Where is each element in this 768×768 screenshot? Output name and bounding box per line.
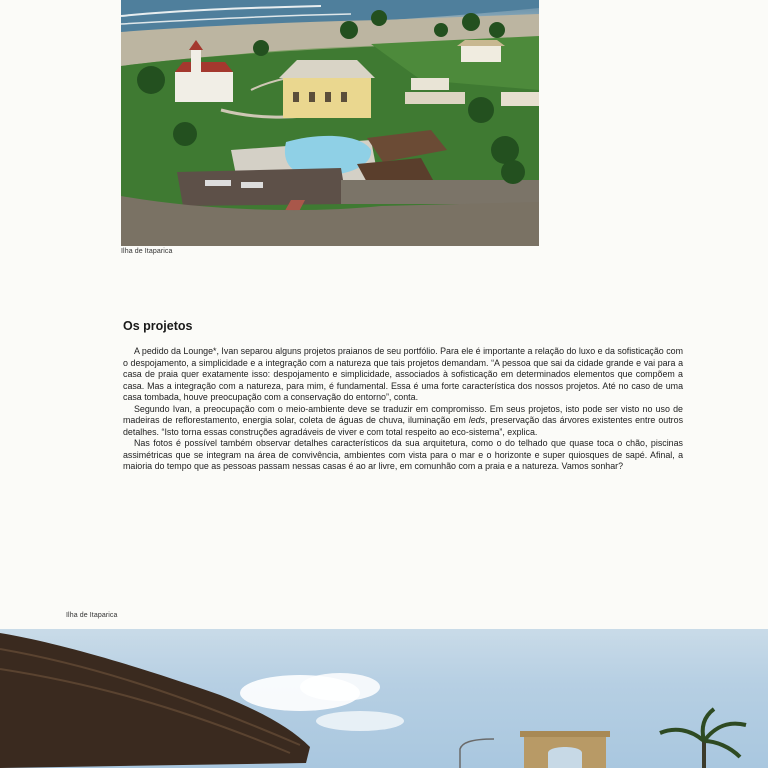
article-paragraph-1: A pedido da Lounge*, Ivan separou alguns projetos praianos de seu portfólio. Para ele é importante a relação do luxo e da sofisticação com o despojamento, a simplicidade e a integração com a natureza que tais projetos demandam. “A pessoa que sai da cidade grande e vai para a casa de praia quer exatamente isso: despojamento e simplicidade, associados à sofisticação em determinados elementos que compõem a casa. Mas a integração com a natureza, para mim, é fundamental. Essa é uma forte característica dos nossos projetos. Até no caso de uma casa tombada, houve preocupação com a conservação do entorno”, conta.: [123, 346, 683, 402]
article-body: [123, 346, 683, 473]
beach-photo-itaparica: [0, 629, 768, 768]
beach-photo-illustration: [0, 629, 768, 768]
emphasized-term: leds: [468, 415, 485, 425]
section-heading: Os projetos: [123, 319, 193, 333]
photo-caption-bottom: Ilha de Itaparica: [66, 612, 118, 619]
article-paragraph-2: Segundo Ivan, a preocupação com o meio-ambiente deve se traduzir em compromisso. Em seus projetos, isto pode ser visto no uso de madeiras de reflorestamento, energia solar, coleta de águas de chuva, iluminação em leds, preservação das árvores existentes entre outros detalhes. “Isto torna essas construções agradáveis de viver e com total respeito ao eco-sistema”, explica.: [123, 403, 684, 437]
photo-caption-top: Ilha de Itaparica: [121, 248, 173, 255]
aerial-photo-itaparica: [121, 0, 539, 246]
article-paragraph-3: Nas fotos é possível também observar detalhes característicos da sua arquitetura, como o do telhado que quase toca o chão, piscinas assimétricas que se integram na área de convivência, ambientes com vista para o mar e o horizonte e super quiosques de sapé. Afinal, a maioria do tempo que as pessoas passam nessas casas é ao ar livre, em comunhão com a praia e a natureza. Vamos sonhar?: [123, 438, 683, 471]
aerial-photo-illustration: [121, 0, 539, 246]
